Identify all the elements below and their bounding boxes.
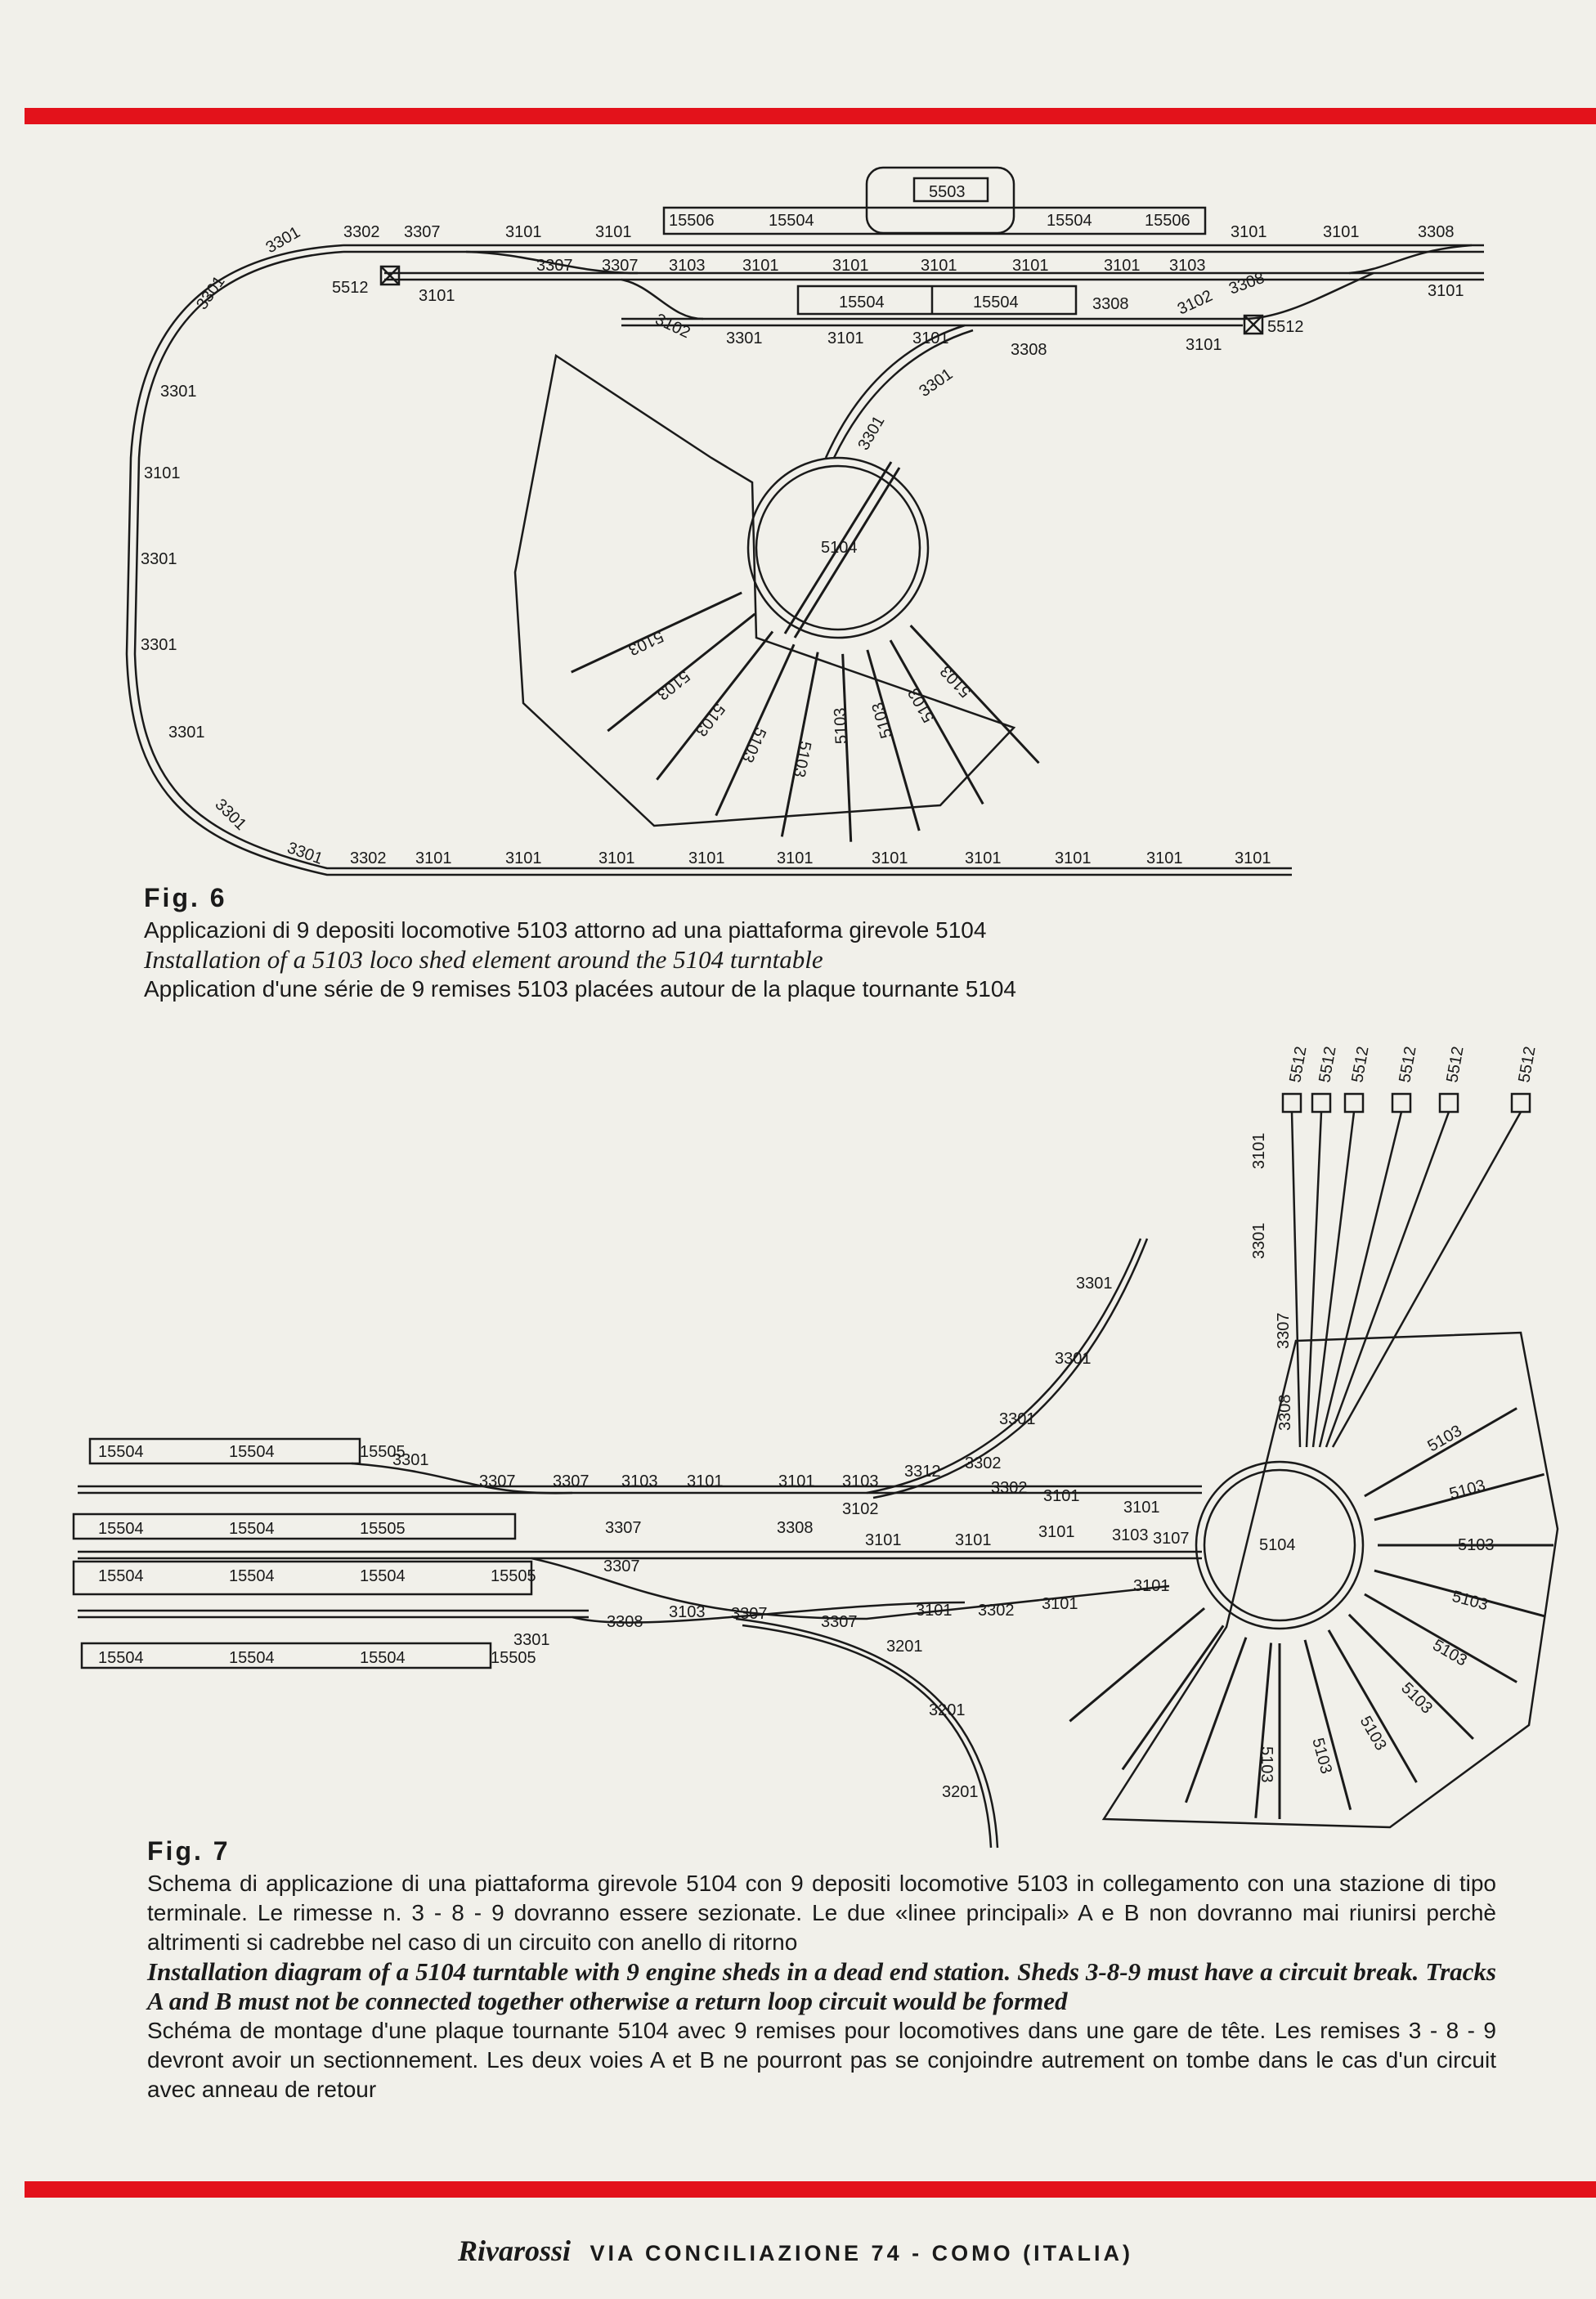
- fig7-track-label: 3201: [942, 1783, 979, 1801]
- fig7-track-label: 3308: [607, 1613, 643, 1631]
- fig7-shed-label: 5103: [1458, 1536, 1495, 1554]
- fig7-track-label: 3312: [904, 1463, 941, 1481]
- fig6-track-label: 3301: [211, 795, 250, 835]
- fig6-return-loop: [127, 245, 1292, 875]
- fig6-caption-french: Application d'une série de 9 remises 5103 placées autour de la plaque tournante 5104: [144, 976, 1016, 1002]
- fig6-track-label: 3308: [1226, 268, 1267, 298]
- fig6-caption-italian: Applicazioni di 9 depositi locomotive 5103 attorno ad una piattaforma girevole 5104: [144, 917, 987, 943]
- fig6-track-label: 3301: [262, 223, 304, 258]
- fig7-shed-label: 5103: [1429, 1636, 1470, 1670]
- fig6-track-label: 3302: [343, 223, 380, 241]
- publisher-address: VIA CONCILIAZIONE 74 - COMO (ITALIA): [590, 2241, 1134, 2265]
- fig7-buffer-stop: [1392, 1094, 1410, 1112]
- fig6-track-label: 3307: [536, 257, 573, 275]
- fig6-track-label: 3101: [1428, 282, 1464, 300]
- fig7-shed-label: 5103: [1308, 1736, 1336, 1777]
- fig7-platform-label: 15504: [98, 1567, 144, 1585]
- fig7-buffer-stop: [1512, 1094, 1530, 1112]
- fig6-track-label: 3101: [419, 287, 455, 305]
- fig6-track-label: 3301: [160, 383, 197, 401]
- fig7-track-label: 5512: [1348, 1045, 1373, 1084]
- fig7-track-label: 3307: [1275, 1312, 1293, 1349]
- fig7-turntable-label: 5104: [1259, 1536, 1296, 1554]
- fig7-platform-label: 15504: [360, 1567, 406, 1585]
- fig6-shed-label: 5103: [625, 626, 666, 659]
- fig7-track-label: 3107: [1153, 1530, 1190, 1548]
- fig7-track-label: 3302: [965, 1454, 1002, 1472]
- fig6-track-label: 3301: [193, 272, 229, 313]
- fig7-track-label: 3308: [777, 1519, 814, 1537]
- fig7-platform-label: 15504: [229, 1567, 275, 1585]
- fig6-track-label: 3101: [912, 329, 949, 347]
- fig7-shed-track: [1329, 1630, 1417, 1782]
- fig7-platform-label: 15505: [491, 1567, 536, 1585]
- fig6-track-label: 3102: [652, 310, 693, 343]
- fig7-track-label: 3308: [1276, 1394, 1294, 1431]
- fig7-track-label: 3301: [1076, 1275, 1113, 1293]
- fig7-platform-label: 15504: [229, 1443, 275, 1461]
- fig6-shed-label: 5103: [936, 661, 975, 701]
- fig6-track-label: 3101: [415, 849, 452, 867]
- fig7-shed-label: 5103: [1397, 1678, 1437, 1718]
- fig6-building-label: 5503: [929, 183, 966, 201]
- fig7-shed-track: [1256, 1643, 1271, 1818]
- fig7-track-label: 3103: [1112, 1526, 1149, 1544]
- fig7-track-label: 3302: [991, 1479, 1028, 1497]
- fig6-track-label: 3307: [404, 223, 441, 241]
- fig6-shed-label: 5103: [737, 724, 769, 765]
- fig7-platform-label: 15504: [360, 1649, 406, 1667]
- fig7-track-label: 3307: [731, 1605, 768, 1623]
- fig6-platform-label: 15506: [1145, 212, 1190, 230]
- fig6-label: Fig. 6: [144, 883, 227, 912]
- fig7-track-label: 3307: [553, 1472, 590, 1490]
- fig6-track-label: 3101: [598, 849, 635, 867]
- fig6-track-label: 3101: [921, 257, 957, 275]
- fig7-track-label: 5512: [1443, 1045, 1468, 1084]
- fig6-track-label: 3101: [1235, 849, 1271, 867]
- fig6-track-label: 3101: [1186, 336, 1222, 354]
- fig6-track-label: 3302: [350, 849, 387, 867]
- fig6-shed-label: 5103: [831, 707, 851, 745]
- fig6-track-label: 3101: [777, 849, 814, 867]
- fig6-track-label: 3301: [141, 550, 177, 568]
- fig6-track-label: 3101: [144, 464, 181, 482]
- fig7-track-label: 3301: [999, 1410, 1036, 1428]
- fig7-track-label: 3307: [603, 1557, 640, 1575]
- fig7-shed-label: 5103: [1450, 1587, 1491, 1615]
- brand-logo: Rivarossi: [458, 2234, 572, 2267]
- fig7-track-label: 5512: [1316, 1045, 1340, 1084]
- fig7-buffer-stop: [1345, 1094, 1363, 1112]
- fig6-caption-english: Installation of a 5103 loco shed element around the 5104 turntable: [144, 945, 823, 974]
- fig6-track-label: 3103: [1169, 257, 1206, 275]
- publisher-footer: [458, 2234, 1133, 2268]
- fig7-caption-english: Installation diagram of a 5104 turntable with 9 engine sheds in a dead end station. Sheds 3-8-9 must have a circuit break. Tracks A and B must not be connected together otherwise a return loop circuit would be formed: [147, 1957, 1496, 2015]
- fig7-shed-track: [1186, 1638, 1246, 1803]
- fig7-track-label: 3201: [886, 1638, 923, 1656]
- fig6-track-label: 3101: [872, 849, 908, 867]
- fig6-track-label: 3308: [1092, 295, 1129, 313]
- fig7-platform-label: 15505: [360, 1520, 406, 1538]
- fig6-track-label: 3101: [832, 257, 869, 275]
- fig6-track-label: 3301: [285, 839, 325, 868]
- fig7-track-label: 5512: [1286, 1045, 1311, 1084]
- fig6-track-label: 3101: [742, 257, 779, 275]
- fig6-track-label: 3101: [688, 849, 725, 867]
- fig7-label: Fig. 7: [147, 1836, 231, 1866]
- fig7-track-label: 3103: [669, 1603, 706, 1621]
- fig6-track-label: 3301: [141, 636, 177, 654]
- fig6-track-label: 3301: [168, 724, 205, 742]
- fig7-buffer-stop: [1440, 1094, 1458, 1112]
- fig7-track-label: 3101: [1133, 1577, 1170, 1595]
- fig7-track-label: 3101: [1123, 1499, 1160, 1517]
- fig7-track-label: 5512: [1396, 1045, 1420, 1084]
- fig6-track-label: 5512: [332, 279, 369, 297]
- fig7-track-label: 3301: [1250, 1222, 1268, 1259]
- fig7-siding-track: [1326, 1112, 1449, 1447]
- fig6-track-label: 3101: [1055, 849, 1092, 867]
- fig6-shed-track: [911, 625, 1039, 763]
- fig7-track-label: 3102: [842, 1500, 879, 1518]
- fig6-track-label: 3308: [1418, 223, 1455, 241]
- fig6-turntable-label: 5104: [821, 539, 858, 557]
- fig7-track-label: 3101: [865, 1531, 902, 1549]
- fig7-track-label: 3101: [1038, 1523, 1075, 1541]
- fig6-track-label: 3301: [726, 329, 763, 347]
- fig7-platform-label: 15504: [98, 1443, 144, 1461]
- fig7-shed-label: 5103: [1424, 1422, 1465, 1456]
- fig6-track-label: 3102: [1174, 286, 1216, 319]
- fig6-inner-platform-label: 15504: [839, 294, 885, 311]
- fig6-track-label: 3101: [1231, 223, 1267, 241]
- fig7-platform-label: 15505: [491, 1649, 536, 1667]
- fig7-track-label: 3101: [687, 1472, 724, 1490]
- fig7-track-label: 3301: [392, 1451, 429, 1469]
- fig7-platform-label: 15505: [360, 1443, 406, 1461]
- fig7-track-label: 3103: [621, 1472, 658, 1490]
- fig6-track-label: 3101: [965, 849, 1002, 867]
- fig6-platform-label: 15504: [769, 212, 814, 230]
- fig6-shed-fan: [515, 356, 1014, 826]
- fig6-shed-label: 5103: [653, 666, 693, 704]
- fig6-track-label: 5512: [1267, 318, 1304, 336]
- fig7-track-label: 3307: [605, 1519, 642, 1537]
- fig7-platform-label: 15504: [229, 1520, 275, 1538]
- fig6-track-label: 3103: [669, 257, 706, 275]
- fig7-shed-label: 5103: [1447, 1476, 1488, 1504]
- fig6-track-label: 3307: [602, 257, 639, 275]
- fig7-platform-label: 15504: [98, 1520, 144, 1538]
- fig7-track-label: 3101: [1250, 1132, 1268, 1169]
- fig7-track-label: 3101: [778, 1472, 815, 1490]
- fig7-track-label: 3103: [842, 1472, 879, 1490]
- fig6-station-platform-top: [664, 208, 1205, 234]
- fig7-shed-label: 5103: [1356, 1713, 1390, 1754]
- fig7-track-label: 3101: [1043, 1487, 1080, 1505]
- fig6-track-label: 3101: [1012, 257, 1049, 275]
- fig6-track-label: 3101: [505, 849, 542, 867]
- fig7-buffer-stop: [1312, 1094, 1330, 1112]
- fig7-platform-label: 15504: [229, 1649, 275, 1667]
- fig7-caption-italian: Schema di applicazione di una piattaforma girevole 5104 con 9 depositi locomotive 5103 in collegamento con una stazione di tipo terminale. Le rimesse n. 3 - 8 - 9 dovranno essere sezionate. Le due «linee principali» A e B non dovranno mai riunirsi perchè altrimenti si cadrebbe nel caso di un circuito con anello di ritorno: [147, 1871, 1496, 1955]
- fig7-track-label: 3301: [513, 1631, 550, 1649]
- fig6-track-label: 3301: [854, 412, 889, 454]
- fig6-platform-label: 15506: [669, 212, 715, 230]
- fig6-shed-track: [843, 654, 851, 842]
- fig7-shed-label: 5103: [1258, 1746, 1275, 1783]
- fig6-track-label: 3101: [1323, 223, 1360, 241]
- fig6-shed-label: 5103: [868, 700, 896, 741]
- fig6-track-label: 3101: [1104, 257, 1141, 275]
- fig6-shed-label: 5103: [691, 700, 729, 740]
- fig6-track-label: 3308: [1011, 341, 1047, 359]
- fig7-track-label: 3101: [1042, 1595, 1078, 1613]
- fig7-track-label: 3201: [929, 1701, 966, 1719]
- fig6-shed-label: 5103: [904, 684, 939, 726]
- fig7-track-label: 3101: [955, 1531, 992, 1549]
- fig7-caption: [147, 1836, 1496, 2104]
- fig7-shed-track: [1305, 1640, 1351, 1810]
- fig6-track-label: 3101: [1146, 849, 1183, 867]
- fig7-track-label: 3101: [916, 1602, 953, 1620]
- fig6-track-label: 3101: [827, 329, 864, 347]
- fig7-track-label: 3307: [479, 1472, 516, 1490]
- fig7-track-label: 3301: [1055, 1350, 1092, 1368]
- fig7-track-label: 3307: [821, 1613, 858, 1631]
- fig7-shed-track: [1069, 1608, 1204, 1721]
- fig6-shed-label: 5103: [789, 739, 814, 779]
- fig6-track-label: 3101: [505, 223, 542, 241]
- fig7-caption-french: Schéma de montage d'une plaque tournante 5104 avec 9 remises pour locomotives dans une gare de tête. Les remises 3 - 8 - 9 devront avoir un sectionnement. Les deux voies A et B ne pourront pas se conjoindre autrement on tombe dans le cas d'un circuit avec anneau de retour: [147, 2018, 1496, 2102]
- fig7-track-label: 3302: [978, 1602, 1015, 1620]
- fig6-inner-platform-label: 15504: [973, 294, 1019, 311]
- fig6-caption: [144, 883, 1313, 1004]
- fig7-shed-track: [1123, 1625, 1223, 1769]
- fig6-track-label: 3101: [595, 223, 632, 241]
- fig7-shed-track: [1365, 1409, 1517, 1497]
- fig7-buffer-stop: [1283, 1094, 1301, 1112]
- fig6-track-label: 3301: [916, 365, 957, 401]
- fig7-track-label: 5512: [1515, 1045, 1540, 1084]
- fig7-platform-label: 15504: [98, 1649, 144, 1667]
- fig6-platform-label: 15504: [1047, 212, 1092, 230]
